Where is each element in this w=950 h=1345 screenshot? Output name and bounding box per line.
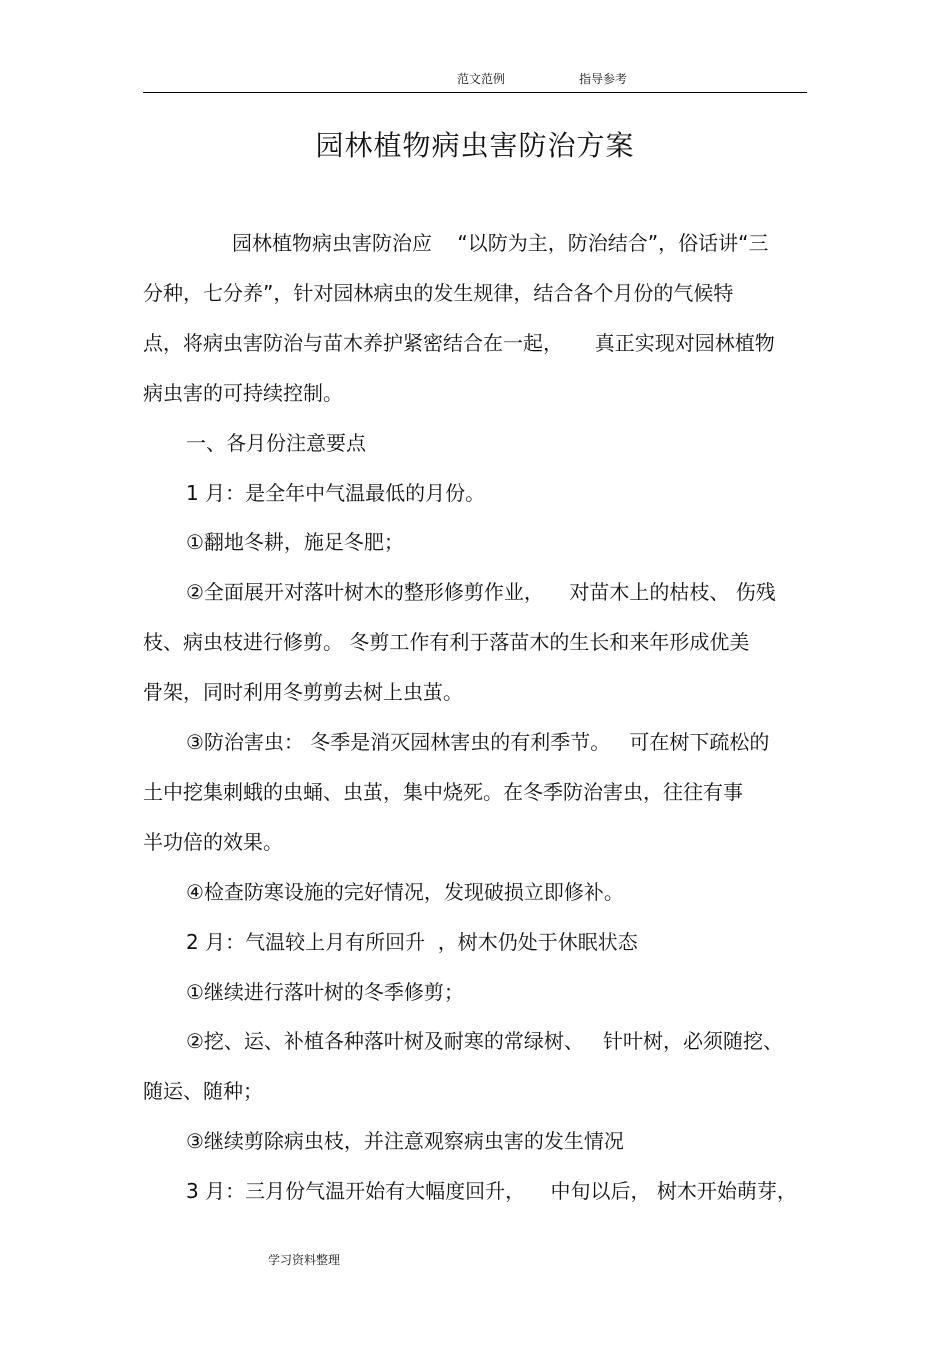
body-line: ①继续进行落叶树的冬季修剪； [186,979,464,1004]
body-line: 半功倍的效果。 [143,829,283,854]
body-line: 病虫害的可持续控制。 [143,380,343,405]
body-line: ①翻地冬耕，施足冬肥； [186,530,404,555]
page-footer: 学习资料整理 [268,1253,341,1267]
header-right-text: 指导参考 [579,72,628,86]
body-line: 一、各月份注意要点 [186,430,366,455]
body-line: 1 月：是全年中气温最低的月份。 [186,480,486,505]
body-line: 点，将病虫害防治与苗木养护紧密结合在一起， 真正实现对园林植物 [143,330,775,355]
document-title: 园林植物病虫害防治方案 [315,129,635,162]
body-line: ②全面展开对落叶树木的整形修剪作业， 对苗木上的枯枝、 伤残 [186,580,776,605]
body-line: 土中挖集刺蛾的虫蛹、虫茧，集中烧死。在冬季防治害虫，往往有事 [143,779,743,804]
body-line: ④检查防寒设施的完好情况，发现破损立即修补。 [186,879,624,904]
body-line: ③防治害虫： 冬季是消灭园林害虫的有利季节。 可在树下疏松的 [186,730,770,754]
body-line: 2 月：气温较上月有所回升 ，树木仍处于休眠状态 [186,929,638,954]
body-line: 园林植物病虫害防治应 “以防为主，防治结合”，俗话讲“三 [232,231,769,255]
body-line: ③继续剪除病虫枝，并注意观察病虫害的发生情况 [186,1129,624,1154]
body-line: 3 月：三月份气温开始有大幅度回升， 中旬以后， 树木开始萌芽， [186,1179,797,1204]
body-line: 骨架，同时利用冬剪剪去树上虫茧。 [143,680,463,705]
header-left-text: 范文范例 [457,72,506,86]
body-line: 枝、病虫枝进行修剪。 冬剪工作有利于落苗木的生长和来年形成优美 [143,630,750,655]
body-line: 分种，七分养”，针对园林病虫的发生规律，结合各个月份的气候特 [143,280,734,305]
page-header [143,70,807,93]
body-line: 随运、随种； [143,1079,263,1104]
body-line: ②挖、运、补植各种落叶树及耐寒的常绿树、 针叶树，必须随挖、 [186,1029,784,1054]
